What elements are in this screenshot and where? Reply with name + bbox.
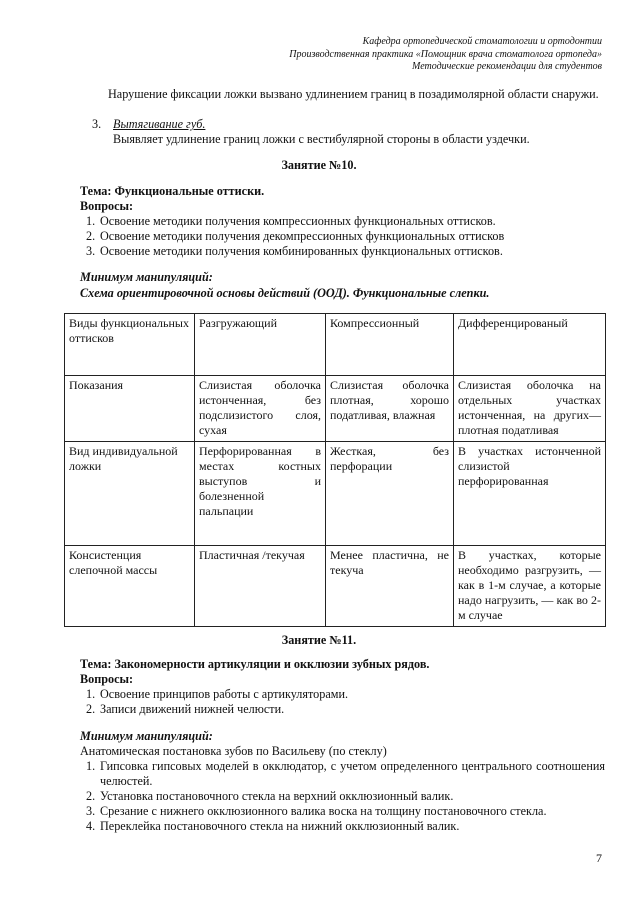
table-header-cell: Дифференцированый [454, 314, 606, 376]
list-item-text: Освоение методики получения компрессионных функциональных оттисков. [100, 214, 496, 228]
list-item [80, 819, 605, 834]
table-cell: Менее пластична, не текуча [326, 546, 454, 627]
list-item-number: 4. [86, 819, 96, 833]
lesson-11-questions [80, 687, 605, 717]
ood-scheme-title: Схема ориентировочной основы действий (ООД). Функциональные слепки. [80, 286, 490, 300]
table-row [65, 442, 606, 546]
table-cell: Слизистая оболочка на отдельных участках истонченная, на других— плотная податливая [454, 376, 606, 442]
lesson-11-topic: Тема: Закономерности артикуляции и окклюзии зубных рядов. [80, 657, 430, 671]
list-item-text: Срезание с нижнего окклюзионного валика воска на толщину постановочного стекла. [100, 804, 547, 818]
intro-item-3-text: Выявляет удлинение границ ложки с вестибулярной стороны в области уздечки. [113, 132, 530, 146]
table-cell: Слизистая оболочка истонченная, без подслизистого слоя, сухая [195, 376, 326, 442]
list-item-text: Освоение методики получения комбинированных функциональных оттисков. [100, 244, 503, 258]
table-header-row [65, 314, 606, 376]
lesson-10-minimum-label: Минимум манипуляций: [80, 270, 213, 284]
list-item [80, 789, 605, 804]
list-item [80, 702, 605, 717]
table-header-cell: Компрессионный [326, 314, 454, 376]
lesson-10-questions [80, 214, 605, 259]
list-item-number: 3. [86, 804, 96, 818]
header-line-1: Кафедра ортопедической стоматологии и ортодонтии [362, 36, 602, 47]
table-cell: В участках истонченной слизистой перфорированная [454, 442, 606, 546]
list-item-text: Переклейка постановочного стекла на нижний окклюзионный валик. [100, 819, 460, 833]
list-item-text: Освоение методики получения декомпрессионных функциональных оттисков [100, 229, 505, 243]
table-cell: В участках, которые необходимо разгрузить, — как в 1-м случае, а которые надо нагрузить, — как во 2-м случае [454, 546, 606, 627]
list-item [80, 804, 605, 819]
lesson-11-questions-label: Вопросы: [80, 672, 134, 686]
running-header [289, 36, 602, 74]
table-cell: Слизистая оболочка плотная, хорошо податливая, влажная [326, 376, 454, 442]
list-item [80, 759, 605, 789]
lesson-11-heading: Занятие №11. [281, 633, 357, 647]
intro-paragraph: Нарушение фиксации ложки вызвано удлинением границ в позадимолярной области снаружи. [108, 87, 599, 101]
vasiliev-steps [80, 759, 605, 834]
list-item-number: 3. [86, 244, 96, 258]
list-item-text: Освоение принципов работы с артикуляторами. [100, 687, 349, 701]
list-item-text: Записи движений нижней челюсти. [100, 702, 285, 716]
list-item [80, 214, 605, 229]
lesson-10-heading: Занятие №10. [281, 158, 357, 172]
vasiliev-subtitle: Анатомическая постановка зубов по Васильеву (по стеклу) [80, 744, 387, 758]
list-item-number: 1. [86, 687, 96, 701]
table-row [65, 376, 606, 442]
list-item [80, 244, 605, 259]
table-row [65, 546, 606, 627]
table-cell: Перфорированная в местах костных выступов и болезненной пальпации [195, 442, 326, 546]
list-item-text: Гипсовка гипсовых моделей в окклюдатор, с учетом определенного центрального соотношения челюстей. [100, 759, 605, 788]
lesson-10-topic: Тема: Функциональные оттиски. [80, 184, 265, 198]
page-number: 7 [596, 851, 602, 865]
list-item [80, 229, 605, 244]
header-line-2: Производственная практика «Помощник врача стоматолога ортопеда» [289, 48, 602, 60]
table-cell: Жесткая, без перфорации [326, 442, 454, 546]
list-item-number: 2. [86, 789, 96, 803]
intro-item-3-number: 3. [92, 117, 102, 131]
table-header-cell: Разгружающий [195, 314, 326, 376]
lesson-10-questions-label: Вопросы: [80, 199, 134, 213]
list-item-number: 2. [86, 702, 96, 716]
list-item-number: 1. [86, 759, 96, 773]
list-item-number: 2. [86, 229, 96, 243]
functional-impressions-table [64, 313, 606, 627]
lesson-11-minimum-label: Минимум манипуляций: [80, 729, 213, 743]
table-cell: Вид индивидуальной ложки [65, 442, 195, 546]
header-line-3: Методические рекомендации для студентов [412, 61, 602, 72]
table-cell: Консистенция слепочной массы [65, 546, 195, 627]
list-item-number: 1. [86, 214, 96, 228]
table-cell: Пластичная /текучая [195, 546, 326, 627]
list-item [80, 687, 605, 702]
intro-item-3-title: Вытягивание губ. [113, 117, 206, 131]
table-cell: Показания [65, 376, 195, 442]
list-item-text: Установка постановочного стекла на верхний окклюзионный валик. [100, 789, 454, 803]
table-header-cell: Виды функциональных оттисков [65, 314, 195, 376]
